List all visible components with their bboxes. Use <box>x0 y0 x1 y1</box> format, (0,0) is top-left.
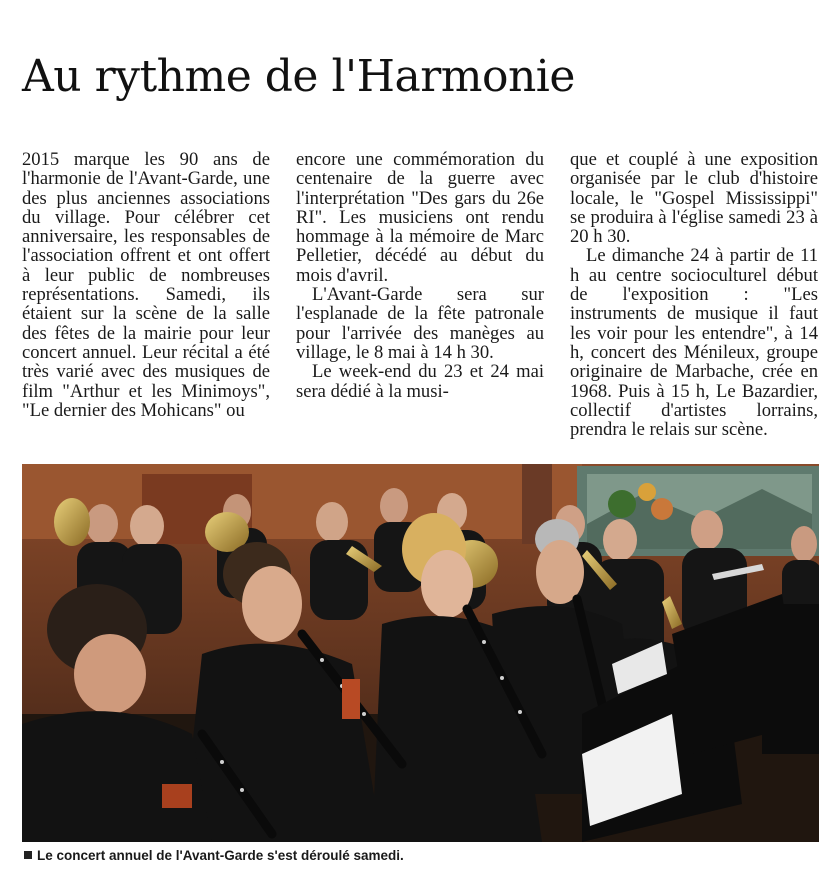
article-column-1 <box>22 150 270 420</box>
paragraph: Le dimanche 24 à partir de 11 h au centre socioculturel début de l'exposition : "Les instruments de musique il faut les voir pour les entendre", à 14 h, concert des Ménileux, groupe originaire de Marbache, crée en 1968. Puis à 15 h, Le Bazardier, collectif d'artistes lorrains, prendra le relais sur scène. <box>570 245 818 441</box>
concert-photo-illustration <box>22 464 819 842</box>
concert-photo <box>22 464 819 842</box>
paragraph: que et couplé à une exposition organisée par le club d'histoire locale, le "Gospel Mississippi" se produira à l'église samedi 23 à 20 h 30. <box>570 149 818 248</box>
photo-caption <box>24 848 404 863</box>
paragraph: 2015 marque les 90 ans de l'harmonie de l'Avant-Garde, une des plus anciennes associations du village. Pour célébrer cet anniversaire, les responsables de l'association offrent et ont offert à leur public de nombreuses représentations. Samedi, ils étaient sur la scène de la salle des fêtes de la mairie pour leur concert annuel. Leur récital a été très varié avec des musiques de film "Arthur et les Minimoys", "Le dernier des Mohicans" ou <box>22 149 270 421</box>
paragraph: Le week-end du 23 et 24 mai sera dédié à la musi- <box>296 361 544 402</box>
caption-text: Le concert annuel de l'Avant-Garde s'est déroulé samedi. <box>37 848 404 863</box>
headline: Au rythme de l'Harmonie <box>22 51 575 102</box>
caption-bullet-icon <box>24 851 32 859</box>
paragraph: L'Avant-Garde sera sur l'esplanade de la fête patronale pour l'arrivée des manèges au village, le 8 mai à 14 h 30. <box>296 284 544 363</box>
paragraph: encore une commémoration du centenaire de la guerre avec l'interprétation "Des gars du 26e RI". Les musiciens ont rendu hommage à la mémoire de Marc Pelletier, décédé au début du mois d'avril. <box>296 149 544 286</box>
article-column-2 <box>296 150 544 401</box>
article-column-3 <box>570 150 818 439</box>
